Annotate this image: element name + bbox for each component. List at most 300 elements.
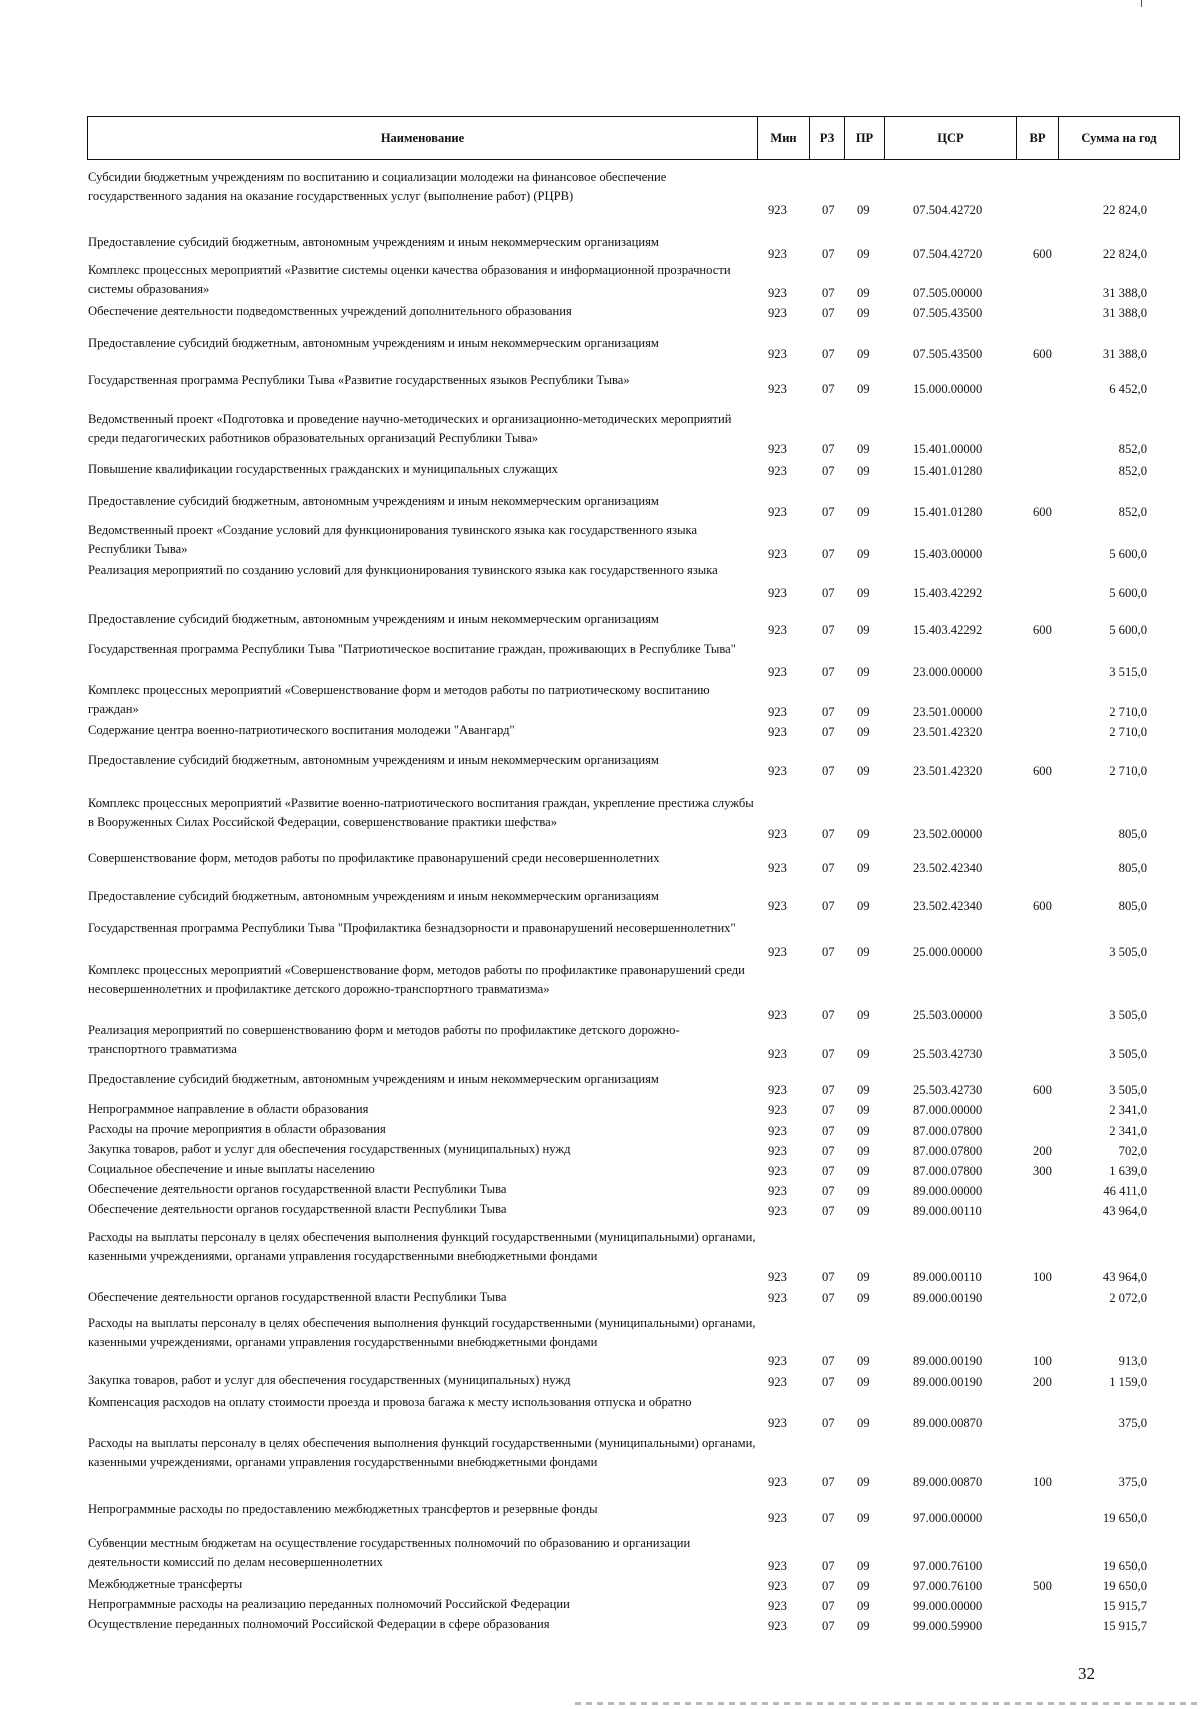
row-pr: 09 [857, 705, 870, 719]
row-sum: 852,0 [1118, 464, 1147, 478]
table-row [0, 794, 1200, 843]
row-rz: 07 [822, 1511, 835, 1525]
row-rz: 07 [822, 382, 835, 396]
row-rz: 07 [822, 442, 835, 456]
row-sum: 22 824,0 [1102, 247, 1147, 261]
table-row [0, 1393, 1200, 1432]
row-rz: 07 [822, 1184, 835, 1198]
row-min: 923 [768, 623, 787, 637]
row-name: Осуществление переданных полномочий Российской Федерации в сфере образования [88, 1617, 550, 1631]
row-vr: 500 [1033, 1579, 1052, 1593]
row-csr: 15.000.00000 [913, 382, 983, 396]
row-name: Непрограммное направление в области образования [88, 1102, 369, 1116]
row-name: Государственная программа Республики Тыва "Профилактика безнадзорности и правонарушений несовершеннолетних" [88, 921, 736, 935]
row-name: Предоставление субсидий бюджетным, автономным учреждениям и иным некоммерческим организациям [88, 753, 659, 767]
row-csr: 97.000.00000 [913, 1511, 983, 1525]
row-csr: 23.501.00000 [913, 705, 983, 719]
row-name: Субсидии бюджетным учреждениям по воспитанию и социализации молодежи на финансовое обеспечение государственного задания на оказание государственных услуг (выполнение работ) (РЦРВ) [88, 170, 667, 203]
table-row [0, 1288, 1200, 1307]
row-sum: 19 650,0 [1102, 1579, 1147, 1593]
row-csr: 89.000.00190 [913, 1354, 983, 1368]
row-sum: 31 388,0 [1102, 286, 1147, 300]
row-sum: 2 710,0 [1109, 705, 1147, 719]
row-csr: 99.000.59900 [913, 1619, 983, 1633]
row-name: Комплекс процессных мероприятий «Совершенствование форм, методов работы по профилактике правонарушений среди несовершеннолетних и профилактике детского дорожно-транспортного травматизма» [88, 963, 745, 996]
row-pr: 09 [857, 764, 870, 778]
row-sum: 852,0 [1118, 505, 1147, 519]
row-name: Расходы на выплаты персоналу в целях обеспечения выполнения функций государственными (муниципальными) органами, казенными учреждениями, органами управления государственными внебюджетными фондами [88, 1316, 756, 1349]
row-rz: 07 [822, 705, 835, 719]
row-csr: 89.000.00870 [913, 1416, 983, 1430]
row-sum: 15 915,7 [1102, 1619, 1147, 1633]
table-row [0, 460, 1200, 480]
row-min: 923 [768, 705, 787, 719]
row-min: 923 [768, 347, 787, 361]
row-min: 923 [768, 899, 787, 913]
row-csr: 89.000.00110 [913, 1204, 982, 1218]
row-name: Предоставление субсидий бюджетным, автономным учреждениям и иным некоммерческим организациям [88, 1072, 659, 1086]
row-csr: 99.000.00000 [913, 1599, 983, 1613]
row-sum: 805,0 [1118, 861, 1147, 875]
table-row [0, 1575, 1200, 1595]
scan-edge [575, 1702, 1200, 1705]
row-rz: 07 [822, 1559, 835, 1573]
row-min: 923 [768, 764, 787, 778]
row-csr: 25.503.42730 [913, 1083, 983, 1097]
row-sum: 805,0 [1118, 827, 1147, 841]
row-csr: 23.502.42340 [913, 899, 983, 913]
row-pr: 09 [857, 623, 870, 637]
row-vr: 600 [1033, 899, 1052, 913]
row-rz: 07 [822, 665, 835, 679]
row-pr: 09 [857, 442, 870, 456]
row-csr: 15.401.01280 [913, 464, 983, 478]
row-csr: 07.505.43500 [913, 306, 983, 320]
row-min: 923 [768, 505, 787, 519]
row-rz: 07 [822, 1164, 835, 1178]
table-row [0, 410, 1200, 458]
row-name: Совершенствование форм, методов работы по профилактике правонарушений среди несовершеннолетних [88, 851, 660, 865]
row-csr: 25.000.00000 [913, 945, 983, 959]
row-name: Комплекс процессных мероприятий «Развитие системы оценки качества образования и информационной прозрачности системы образования» [88, 263, 731, 296]
table-row [0, 1100, 1200, 1119]
row-csr: 97.000.76100 [913, 1579, 983, 1593]
row-rz: 07 [822, 547, 835, 561]
page-number: 32 [1078, 1664, 1095, 1683]
table-row [0, 961, 1200, 1024]
row-min: 923 [768, 945, 787, 959]
row-name: Закупка товаров, работ и услуг для обеспечения государственных (муниципальных) нужд [88, 1373, 571, 1387]
table-row [0, 887, 1200, 915]
row-name: Непрограммные расходы на реализацию переданных полномочий Российской Федерации [88, 1597, 570, 1611]
row-pr: 09 [857, 347, 870, 361]
row-min: 923 [768, 725, 787, 739]
row-min: 923 [768, 1184, 787, 1198]
row-rz: 07 [822, 1124, 835, 1138]
row-min: 923 [768, 464, 787, 478]
row-rz: 07 [822, 1375, 835, 1389]
row-rz: 07 [822, 1291, 835, 1305]
row-pr: 09 [857, 899, 870, 913]
table-row [0, 1140, 1200, 1160]
row-vr: 600 [1033, 1083, 1052, 1097]
row-sum: 5 600,0 [1109, 623, 1147, 637]
row-rz: 07 [822, 1270, 835, 1284]
row-pr: 09 [857, 1599, 870, 1613]
row-min: 923 [768, 1291, 787, 1305]
row-vr: 600 [1033, 247, 1052, 261]
row-name: Предоставление субсидий бюджетным, автономным учреждениям и иным некоммерческим организациям [88, 612, 659, 626]
row-csr: 23.502.42340 [913, 861, 983, 875]
row-name: Обеспечение деятельности органов государственной власти Республики Тыва [88, 1202, 507, 1216]
row-min: 923 [768, 665, 787, 679]
table-row [0, 1595, 1200, 1615]
row-pr: 09 [857, 1559, 870, 1573]
row-rz: 07 [822, 203, 835, 217]
row-csr: 15.403.42292 [913, 623, 983, 637]
row-rz: 07 [822, 505, 835, 519]
row-rz: 07 [822, 286, 835, 300]
row-sum: 31 388,0 [1102, 347, 1147, 361]
row-sum: 5 600,0 [1109, 586, 1147, 600]
row-sum: 15 915,7 [1102, 1599, 1147, 1613]
row-pr: 09 [857, 1619, 870, 1633]
row-pr: 09 [857, 945, 870, 959]
row-pr: 09 [857, 1164, 870, 1178]
row-sum: 19 650,0 [1102, 1511, 1147, 1525]
table-row [0, 610, 1200, 639]
row-csr: 15.403.42292 [913, 586, 983, 600]
row-csr: 07.505.43500 [913, 347, 983, 361]
row-rz: 07 [822, 1599, 835, 1613]
row-rz: 07 [822, 1204, 835, 1218]
row-name: Закупка товаров, работ и услуг для обеспечения государственных (муниципальных) нужд [88, 1142, 571, 1156]
row-csr: 89.000.00000 [913, 1184, 983, 1198]
row-name: Обеспечение деятельности органов государственной власти Республики Тыва [88, 1182, 507, 1196]
row-csr: 15.401.00000 [913, 442, 983, 456]
row-name: Реализация мероприятий по созданию условий для функционирования тувинского языка как государственного языка [88, 563, 718, 577]
row-sum: 2 072,0 [1109, 1291, 1147, 1305]
row-name: Предоставление субсидий бюджетным, автономным учреждениям и иным некоммерческим организациям [88, 336, 659, 350]
row-name: Расходы на прочие мероприятия в области образования [88, 1122, 386, 1136]
row-rz: 07 [822, 1083, 835, 1097]
row-csr: 07.504.42720 [913, 203, 983, 217]
row-min: 923 [768, 247, 787, 261]
row-csr: 23.502.00000 [913, 827, 983, 841]
row-min: 923 [768, 286, 787, 300]
row-min: 923 [768, 1124, 787, 1138]
row-min: 923 [768, 1619, 787, 1633]
table-row [0, 681, 1200, 721]
row-pr: 09 [857, 586, 870, 600]
row-pr: 09 [857, 1270, 870, 1284]
row-csr: 89.000.00190 [913, 1375, 983, 1389]
row-name: Межбюджетные трансферты [88, 1577, 243, 1591]
row-pr: 09 [857, 1144, 870, 1158]
row-min: 923 [768, 827, 787, 841]
row-name: Предоставление субсидий бюджетным, автономным учреждениям и иным некоммерческим организациям [88, 889, 659, 903]
row-pr: 09 [857, 665, 870, 679]
row-name: Государственная программа Республики Тыва «Развитие государственных языков Республики Тыва» [88, 373, 630, 387]
table-row [0, 919, 1200, 961]
row-name: Комплекс процессных мероприятий «Совершенствование форм и методов работы по патриотическому воспитанию граждан» [88, 683, 710, 716]
row-csr: 07.505.00000 [913, 286, 983, 300]
row-rz: 07 [822, 945, 835, 959]
row-vr: 100 [1033, 1270, 1052, 1284]
row-sum: 3 505,0 [1109, 945, 1147, 959]
header-min: Мин [758, 117, 810, 160]
row-min: 923 [768, 1270, 787, 1284]
row-min: 923 [768, 306, 787, 320]
table-row [0, 1120, 1200, 1140]
row-rz: 07 [822, 1354, 835, 1368]
row-pr: 09 [857, 1083, 870, 1097]
row-sum: 2 710,0 [1109, 764, 1147, 778]
row-name: Содержание центра военно-патриотического воспитания молодежи "Авангард" [88, 723, 515, 737]
row-min: 923 [768, 1144, 787, 1158]
row-rz: 07 [822, 1619, 835, 1633]
row-pr: 09 [857, 382, 870, 396]
row-csr: 25.503.00000 [913, 1008, 983, 1022]
row-min: 923 [768, 1047, 787, 1061]
row-pr: 09 [857, 505, 870, 519]
row-name: Расходы на выплаты персоналу в целях обеспечения выполнения функций государственными (муниципальными) органами, казенными учреждениями, органами управления государственными внебюджетными фондами [88, 1436, 756, 1469]
table-row [0, 371, 1200, 398]
row-csr: 07.504.42720 [913, 247, 983, 261]
table-row [0, 1228, 1200, 1286]
row-pr: 09 [857, 827, 870, 841]
row-pr: 09 [857, 1204, 870, 1218]
row-pr: 09 [857, 1354, 870, 1368]
table-row [0, 492, 1200, 521]
row-name: Обеспечение деятельности органов государственной власти Республики Тыва [88, 1290, 507, 1304]
row-min: 923 [768, 861, 787, 875]
row-sum: 375,0 [1118, 1416, 1147, 1430]
row-vr: 100 [1033, 1475, 1052, 1489]
header-name: Наименование [88, 117, 758, 160]
table-row [0, 561, 1200, 602]
row-rz: 07 [822, 764, 835, 778]
row-rz: 07 [822, 1008, 835, 1022]
row-min: 923 [768, 547, 787, 561]
header-pr: ПР [845, 117, 885, 160]
row-rz: 07 [822, 464, 835, 478]
row-csr: 15.403.00000 [913, 547, 983, 561]
row-pr: 09 [857, 203, 870, 217]
row-min: 923 [768, 1511, 787, 1525]
row-sum: 852,0 [1118, 442, 1147, 456]
row-sum: 702,0 [1118, 1144, 1147, 1158]
table-row [0, 261, 1200, 302]
row-min: 923 [768, 1559, 787, 1573]
row-pr: 09 [857, 247, 870, 261]
row-pr: 09 [857, 861, 870, 875]
row-rz: 07 [822, 1144, 835, 1158]
row-pr: 09 [857, 1475, 870, 1489]
row-vr: 600 [1033, 505, 1052, 519]
row-pr: 09 [857, 1047, 870, 1061]
table-row [0, 849, 1200, 877]
row-sum: 1 639,0 [1109, 1164, 1147, 1178]
row-pr: 09 [857, 306, 870, 320]
row-sum: 19 650,0 [1102, 1559, 1147, 1573]
table-row [0, 751, 1200, 780]
row-csr: 89.000.00190 [913, 1291, 983, 1305]
row-min: 923 [768, 203, 787, 217]
row-pr: 09 [857, 1103, 870, 1117]
row-sum: 31 388,0 [1102, 306, 1147, 320]
row-name: Компенсация расходов на оплату стоимости проезда и провоза багажа к месту использования отпуска и обратно [88, 1395, 692, 1409]
row-csr: 23.501.42320 [913, 764, 983, 778]
row-pr: 09 [857, 1184, 870, 1198]
row-min: 923 [768, 1579, 787, 1593]
row-sum: 22 824,0 [1102, 203, 1147, 217]
row-rz: 07 [822, 1047, 835, 1061]
table-row [0, 1180, 1200, 1200]
table-row [0, 1160, 1200, 1180]
table-row [0, 1500, 1200, 1527]
row-sum: 46 411,0 [1103, 1184, 1147, 1198]
table-row [0, 168, 1200, 219]
row-rz: 07 [822, 1416, 835, 1430]
row-pr: 09 [857, 1008, 870, 1022]
row-csr: 87.000.07800 [913, 1164, 983, 1178]
table-row [0, 233, 1200, 263]
table-row [0, 521, 1200, 563]
row-csr: 87.000.07800 [913, 1144, 983, 1158]
row-min: 923 [768, 1354, 787, 1368]
row-vr: 600 [1033, 764, 1052, 778]
row-rz: 07 [822, 899, 835, 913]
row-pr: 09 [857, 464, 870, 478]
row-csr: 89.000.00870 [913, 1475, 983, 1489]
row-min: 923 [768, 1164, 787, 1178]
header-rz: РЗ [810, 117, 845, 160]
row-name: Реализация мероприятий по совершенствованию форм и методов работы по профилактике детского дорожно-транспортного травматизма [88, 1023, 680, 1056]
row-name: Предоставление субсидий бюджетным, автономным учреждениям и иным некоммерческим организациям [88, 494, 659, 508]
row-name: Предоставление субсидий бюджетным, автономным учреждениям и иным некоммерческим организациям [88, 235, 659, 249]
row-pr: 09 [857, 1124, 870, 1138]
row-name: Непрограммные расходы по предоставлению межбюджетных трансфертов и резервные фонды [88, 1502, 598, 1516]
row-sum: 3 515,0 [1109, 665, 1147, 679]
table-row [0, 640, 1200, 681]
table-row [0, 334, 1200, 363]
table-row [0, 1615, 1200, 1635]
row-rz: 07 [822, 725, 835, 739]
row-csr: 15.401.01280 [913, 505, 983, 519]
row-name: Социальное обеспечение и иные выплаты населению [88, 1162, 375, 1176]
row-sum: 1 159,0 [1109, 1375, 1147, 1389]
table-row [0, 1314, 1200, 1370]
row-pr: 09 [857, 1291, 870, 1305]
row-name: Комплекс процессных мероприятий «Развитие военно-патриотического воспитания граждан, укрепление престижа службы в Вооруженных Силах Российской Федерации, совершенствование практики шефства» [88, 796, 754, 829]
row-vr: 600 [1033, 623, 1052, 637]
row-sum: 43 964,0 [1102, 1270, 1147, 1284]
table-row [0, 1070, 1200, 1099]
row-vr: 600 [1033, 347, 1052, 361]
table-row [0, 721, 1200, 741]
row-csr: 23.000.00000 [913, 665, 983, 679]
row-sum: 3 505,0 [1109, 1047, 1147, 1061]
row-rz: 07 [822, 1475, 835, 1489]
table-row [0, 1371, 1200, 1391]
row-min: 923 [768, 1008, 787, 1022]
row-rz: 07 [822, 347, 835, 361]
table-row [0, 1534, 1200, 1575]
row-pr: 09 [857, 1579, 870, 1593]
row-name: Ведомственный проект «Создание условий для функционирования тувинского языка как государственного языка Республики Тыва» [88, 523, 698, 556]
header-vr: ВР [1017, 117, 1059, 160]
row-name: Ведомственный проект «Подготовка и проведение научно-методических и организационно-методических мероприятий среди педагогических работников образовательных организаций Республики Тыва» [88, 412, 732, 445]
row-name: Обеспечение деятельности подведомственных учреждений дополнительного образования [88, 304, 572, 318]
table-row [0, 1021, 1200, 1063]
table-row [0, 302, 1200, 322]
row-pr: 09 [857, 1416, 870, 1430]
row-rz: 07 [822, 827, 835, 841]
row-vr: 200 [1033, 1375, 1052, 1389]
row-min: 923 [768, 586, 787, 600]
row-sum: 2 710,0 [1109, 725, 1147, 739]
row-min: 923 [768, 1103, 787, 1117]
row-name: Повышение квалификации государственных гражданских и муниципальных служащих [88, 462, 558, 476]
row-sum: 805,0 [1118, 899, 1147, 913]
row-csr: 87.000.00000 [913, 1103, 983, 1117]
row-rz: 07 [822, 861, 835, 875]
row-min: 923 [768, 1083, 787, 1097]
row-rz: 07 [822, 247, 835, 261]
row-vr: 300 [1033, 1164, 1052, 1178]
row-vr: 200 [1033, 1144, 1052, 1158]
row-min: 923 [768, 1599, 787, 1613]
row-pr: 09 [857, 547, 870, 561]
row-csr: 89.000.00110 [913, 1270, 982, 1284]
row-csr: 25.503.42730 [913, 1047, 983, 1061]
row-sum: 3 505,0 [1109, 1008, 1147, 1022]
row-sum: 2 341,0 [1109, 1124, 1147, 1138]
row-pr: 09 [857, 1375, 870, 1389]
row-min: 923 [768, 382, 787, 396]
row-rz: 07 [822, 1103, 835, 1117]
row-pr: 09 [857, 286, 870, 300]
row-sum: 375,0 [1118, 1475, 1147, 1489]
row-min: 923 [768, 1375, 787, 1389]
header-csr: ЦСР [885, 117, 1017, 160]
row-csr: 97.000.76100 [913, 1559, 983, 1573]
row-csr: 87.000.07800 [913, 1124, 983, 1138]
row-vr: 100 [1033, 1354, 1052, 1368]
row-rz: 07 [822, 623, 835, 637]
row-min: 923 [768, 1416, 787, 1430]
row-sum: 5 600,0 [1109, 547, 1147, 561]
row-name: Субвенции местным бюджетам на осуществление государственных полномочий по образованию и организации деятельности комиссий по делам несовершеннолетних [88, 1536, 691, 1569]
row-sum: 43 964,0 [1102, 1204, 1147, 1218]
row-name: Государственная программа Республики Тыва "Патриотическое воспитание граждан, проживающих в Республике Тыва" [88, 642, 736, 656]
row-rz: 07 [822, 306, 835, 320]
row-min: 923 [768, 442, 787, 456]
row-sum: 2 341,0 [1109, 1103, 1147, 1117]
header-sum: Сумма на год [1059, 117, 1180, 160]
row-min: 923 [768, 1204, 787, 1218]
row-csr: 23.501.42320 [913, 725, 983, 739]
row-min: 923 [768, 1475, 787, 1489]
row-rz: 07 [822, 586, 835, 600]
table-row [0, 1434, 1200, 1491]
row-rz: 07 [822, 1579, 835, 1593]
row-name: Расходы на выплаты персоналу в целях обеспечения выполнения функций государственными (муниципальными) органами, казенными учреждениями, органами управления государственными внебюджетными фондами [88, 1230, 756, 1263]
row-pr: 09 [857, 1511, 870, 1525]
table-row [0, 1200, 1200, 1220]
row-sum: 913,0 [1118, 1354, 1147, 1368]
